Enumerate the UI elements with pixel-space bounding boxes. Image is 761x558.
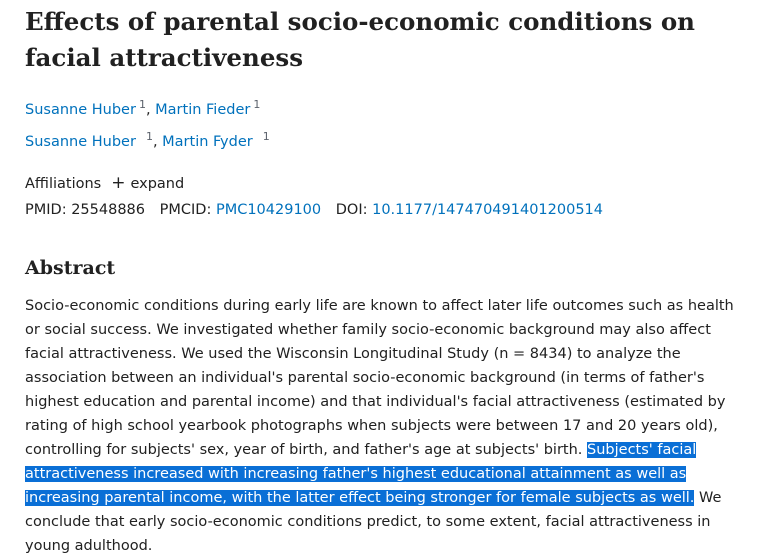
pmcid-label: PMCID: bbox=[159, 202, 212, 218]
abstract-text-selected[interactable]: Subjects' facial attractiveness increased with increasing father's highest educational attainment as well as increasing parental income, with the latter effect being stronger for female subjects as well. bbox=[25, 442, 697, 506]
author-list-secondary bbox=[25, 127, 270, 152]
abstract-text-after: We conclude that early socio-economic conditions predict, to some extent, facial attractiveness in young adulthood. bbox=[25, 490, 722, 554]
doi-link[interactable]: 10.1177/147470491401200514 bbox=[372, 202, 604, 218]
doi-label: DOI: bbox=[335, 202, 368, 218]
abstract-body bbox=[25, 294, 749, 558]
author-link-fyder[interactable]: Martin Fyder bbox=[162, 134, 253, 150]
expand-label[interactable]: expand bbox=[130, 176, 185, 192]
abstract-text-before: Socio-economic conditions during early life are known to affect later life outcomes such as health or social success. We investigated whether family socio-economic background may also affect facial attractiveness. We used the Wisconsin Longitudinal Study (n = 8434) to analyze the association between an individual's parental socio-economic background (in terms of father's highest education and parental income) and that individual's facial attractiveness (estimated by rating of high school yearbook photographs when subjects were between 17 and 20 years old), controlling for subjects' sex, year of birth, and father's age at subjects' birth. bbox=[25, 298, 734, 458]
pmid-value: 25548886 bbox=[71, 202, 146, 218]
affiliation-marker[interactable]: 1 bbox=[138, 98, 146, 111]
affiliations-label: Affiliations bbox=[25, 176, 102, 192]
abstract-heading: Abstract bbox=[25, 257, 116, 279]
author-separator: , bbox=[145, 102, 156, 118]
article-title: Effects of parental socio-economic conditions on facial attractiveness bbox=[25, 7, 695, 72]
plus-icon[interactable]: + bbox=[111, 173, 126, 193]
affiliation-marker[interactable]: 1 bbox=[253, 98, 261, 111]
author-separator: , bbox=[152, 134, 163, 150]
pmid-label: PMID: bbox=[25, 202, 67, 218]
author-link-fieder[interactable]: Martin Fieder bbox=[155, 102, 251, 118]
affiliation-marker[interactable]: 1 bbox=[145, 130, 153, 143]
affiliation-marker[interactable]: 1 bbox=[262, 130, 270, 143]
author-link-huber[interactable]: Susanne Huber bbox=[25, 102, 136, 118]
author-link-huber-alt[interactable]: Susanne Huber bbox=[25, 134, 136, 150]
identifier-row bbox=[25, 200, 603, 220]
pmcid-link[interactable]: PMC10429100 bbox=[215, 202, 322, 218]
author-list-primary bbox=[25, 95, 260, 120]
affiliations-toggle[interactable] bbox=[25, 173, 184, 194]
